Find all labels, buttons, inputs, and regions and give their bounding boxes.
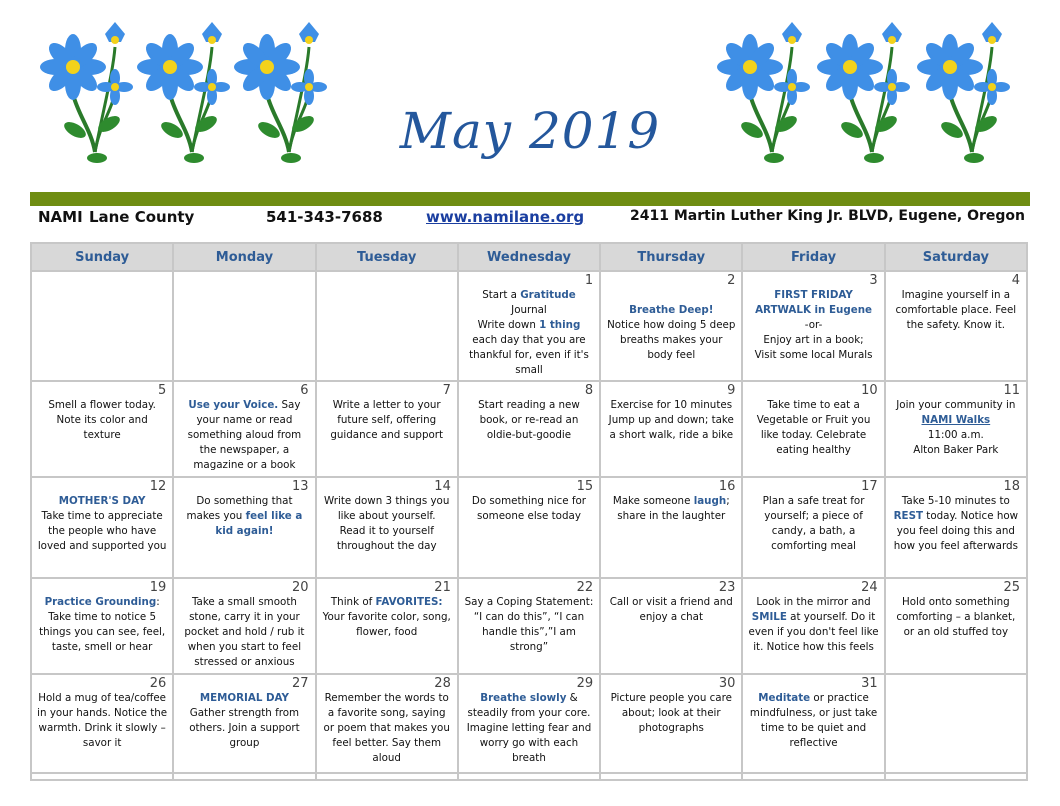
activity-line: Remember the words to a favorite song, saying or poem that makes you feel better. Say them aloud <box>323 692 450 764</box>
day-activity-text <box>886 675 1026 691</box>
banner-org-sub: Lane County <box>88 208 195 226</box>
activity-line: Call or visit a friend and enjoy a chat <box>609 596 733 623</box>
calendar-day-cell[interactable] <box>742 381 884 477</box>
calendar-day-cell[interactable] <box>316 477 458 578</box>
day-activity-text <box>459 272 599 378</box>
activity-line: Smell a flower today. Note its color and texture <box>48 399 156 441</box>
calendar-empty-cell <box>31 773 173 780</box>
day-number: 15 <box>576 479 594 494</box>
activity-line: Jump up and down; take a short walk, ride a bike <box>608 414 734 441</box>
calendar-empty-cell <box>316 773 458 780</box>
activity-line <box>37 494 167 509</box>
calendar-week-row <box>31 271 1027 381</box>
day-number: 9 <box>727 383 736 398</box>
day-number: 19 <box>149 580 167 595</box>
activity-line: Your favorite color, song, flower, food <box>322 611 451 638</box>
activity-line: Journal <box>511 304 547 316</box>
activity-line: Do something nice for someone else today <box>471 495 587 522</box>
day-number: 29 <box>576 676 594 691</box>
banner-address: 2411 Martin Luther King Jr. BLVD, Eugene, Oregon <box>630 208 1026 224</box>
banner-website-link[interactable]: www.namilane.org <box>426 208 585 226</box>
day-activity-text <box>174 272 314 288</box>
day-number: 4 <box>1011 273 1020 288</box>
calendar-day-cell[interactable] <box>885 477 1027 578</box>
activity-line: Take time to appreciate the people who have loved and supported you <box>37 510 167 552</box>
calendar-day-cell[interactable] <box>316 381 458 477</box>
calendar-day-cell[interactable] <box>173 578 315 674</box>
highlighted-keyword: MOTHER'S DAY <box>58 495 146 507</box>
activity-line: Plan a safe treat for yourself; a piece of candy, a bath, a comforting meal <box>762 495 865 552</box>
highlighted-keyword: FIRST FRIDAY ARTWALK in Eugene <box>755 289 873 316</box>
activity-line: Visit some local Murals <box>754 349 873 361</box>
day-activity-text <box>317 272 457 288</box>
calendar-day-cell[interactable] <box>742 477 884 578</box>
highlighted-keyword[interactable]: NAMI Walks <box>921 414 991 426</box>
calendar-empty-cell <box>458 773 600 780</box>
day-number: 8 <box>584 383 594 398</box>
day-activity-text <box>317 382 457 443</box>
banner-org: NAMI Lane County <box>38 208 195 226</box>
calendar-empty-cell <box>600 773 742 780</box>
weekday-tuesday: Tuesday <box>316 243 458 271</box>
day-number: 31 <box>861 676 878 691</box>
calendar-week-row <box>31 381 1027 477</box>
day-activity-text <box>601 272 741 363</box>
activity-line: 11:00 a.m. <box>927 429 984 441</box>
activity-line: Read it to yourself throughout the day <box>336 525 437 552</box>
activity-line: Practice Grounding: Take time to notice 5 things you can see, feel, taste, smell or hear <box>39 596 166 653</box>
calendar-day-cell[interactable] <box>458 578 600 674</box>
calendar-day-cell[interactable] <box>173 271 315 381</box>
activity-line: Notice how doing 5 deep breaths makes your body feel <box>607 319 736 361</box>
highlighted-keyword: Breathe Deep! <box>629 304 714 316</box>
day-number: 6 <box>300 383 309 398</box>
calendar-day-cell[interactable] <box>742 271 884 381</box>
day-activity-text <box>32 272 172 288</box>
day-activity-text <box>174 382 314 473</box>
activity-line: Hold a mug of tea/coffee in your hands. Notice the warmth. Drink it slowly – savor it <box>37 692 168 749</box>
calendar-day-cell[interactable] <box>600 381 742 477</box>
calendar-day-cell[interactable] <box>458 271 600 381</box>
activity-line: Enjoy art in a book; <box>763 334 864 346</box>
activity-line: Gather strength from others. Join a support group <box>189 707 300 749</box>
activity-line: Look in the mirror and SMILE at yourself. Do it even if you don't feel like it. Notice how this feels <box>748 596 879 653</box>
activity-line: Use your Voice. Say your name or read something aloud from the newspaper, a magazine or a book <box>187 399 302 471</box>
highlighted-keyword: Meditate <box>758 692 811 704</box>
calendar-week-row <box>31 674 1027 773</box>
activity-line: Exercise for 10 minutes <box>610 399 733 411</box>
highlighted-keyword: Breathe slowly <box>480 692 567 704</box>
highlighted-keyword: MEMORIAL DAY <box>199 692 289 704</box>
activity-line: Breathe slowly & steadily from your core. Imagine letting fear and worry go with each breath <box>466 692 592 764</box>
calendar-footer-row <box>31 773 1027 780</box>
highlighted-keyword: Practice Grounding <box>44 596 157 608</box>
day-number: 26 <box>149 676 167 691</box>
activity-line: Write down 3 things you like about yourself. <box>324 495 450 522</box>
calendar-day-cell[interactable] <box>458 674 600 773</box>
activity-line: Write down 1 thing each day that you are thankful for, even if it's small <box>469 319 589 376</box>
highlighted-keyword: 1 thing <box>539 319 581 331</box>
activity-line: -or- <box>804 319 823 331</box>
highlighted-keyword: SMILE <box>751 611 787 623</box>
highlighted-keyword: Use your Voice. <box>188 399 279 411</box>
day-number: 10 <box>861 383 878 398</box>
activity-line: Say a Coping Statement: “I can do this”, “I can handle this”,”I am strong” <box>464 596 594 653</box>
day-activity-text <box>601 382 741 443</box>
calendar-day-cell[interactable] <box>600 477 742 578</box>
activity-line: Start reading a new book, or re-read an oldie-but-goodie <box>478 399 580 441</box>
day-number: 3 <box>869 273 878 288</box>
activity-line: Make someone laugh; share in the laughter <box>612 495 730 522</box>
calendar-day-cell[interactable] <box>173 381 315 477</box>
calendar-empty-cell <box>173 773 315 780</box>
activity-line <box>179 691 309 706</box>
activity-line: Alton Baker Park <box>913 444 999 456</box>
activity-line: Picture people you care about; look at their photographs <box>610 692 732 734</box>
highlighted-keyword: feel like a kid again! <box>215 510 303 537</box>
activity-line: Hold onto something comforting – a blanket, or an old stuffed toy <box>896 596 1016 638</box>
day-number: 24 <box>861 580 878 595</box>
calendar-day-cell[interactable] <box>31 271 173 381</box>
activity-line: Take time to eat a Vegetable or Fruit you like today. Celebrate eating healthy <box>756 399 871 456</box>
highlighted-keyword: REST <box>893 510 924 522</box>
activity-line: Take 5-10 minutes to REST today. Notice how you feel doing this and how you feel afterwards <box>893 495 1019 552</box>
calendar-day-cell[interactable] <box>885 578 1027 674</box>
calendar-day-cell[interactable] <box>885 271 1027 381</box>
calendar-day-cell[interactable] <box>31 477 173 578</box>
day-number: 7 <box>442 383 451 398</box>
day-number: 18 <box>1003 479 1020 494</box>
activity-line <box>606 303 736 318</box>
calendar-day-cell[interactable] <box>600 271 742 381</box>
calendar-day-cell[interactable] <box>173 477 315 578</box>
day-number: 12 <box>149 479 167 494</box>
activity-line <box>748 288 878 318</box>
activity-line: Do something that makes you feel like a kid again! <box>186 495 303 537</box>
calendar-day-cell[interactable] <box>600 674 742 773</box>
day-activity-text <box>886 272 1026 333</box>
day-number: 20 <box>292 580 309 595</box>
calendar-day-cell[interactable] <box>742 578 884 674</box>
banner-phone: 541-343-7688 <box>266 208 383 226</box>
calendar-grid <box>30 242 1028 781</box>
highlighted-keyword: Gratitude <box>520 289 576 301</box>
day-number: 22 <box>576 580 594 595</box>
calendar-day-cell[interactable] <box>31 674 173 773</box>
calendar-day-cell[interactable] <box>316 271 458 381</box>
day-number: 17 <box>861 479 878 494</box>
day-number: 16 <box>718 479 736 494</box>
activity-line: Write a letter to your future self, offering guidance and support <box>330 399 444 441</box>
calendar-day-cell[interactable] <box>316 578 458 674</box>
weekday-saturday: Saturday <box>885 243 1027 271</box>
day-number: 23 <box>718 580 736 595</box>
day-number: 1 <box>584 273 594 288</box>
activity-line <box>606 288 736 303</box>
calendar-week-row <box>31 578 1027 674</box>
day-activity-text <box>459 382 599 443</box>
day-number: 11 <box>1003 383 1020 398</box>
banner <box>30 192 1030 239</box>
calendar-day-cell[interactable] <box>173 674 315 773</box>
activity-line: Take a small smooth stone, carry it in your pocket and hold / rub it when you start to feel stressed or anxious <box>184 596 305 668</box>
calendar-empty-cell <box>742 773 884 780</box>
activity-line: Join your community in <box>896 399 1016 411</box>
weekday-wednesday: Wednesday <box>458 243 600 271</box>
day-number: 21 <box>434 580 451 595</box>
weekday-friday: Friday <box>742 243 884 271</box>
activity-line: Think of FAVORITES: <box>330 596 443 608</box>
calendar-day-cell[interactable] <box>885 674 1027 773</box>
calendar-title: May 2019 <box>399 102 661 160</box>
day-number: 30 <box>718 676 736 691</box>
weekday-monday: Monday <box>173 243 315 271</box>
day-number: 13 <box>292 479 309 494</box>
calendar-day-cell[interactable] <box>316 674 458 773</box>
calendar-day-cell[interactable] <box>885 381 1027 477</box>
calendar-day-cell[interactable] <box>458 381 600 477</box>
activity-line: Meditate or practice mindfulness, or just take time to be quiet and reflective <box>749 692 878 749</box>
day-number: 28 <box>434 676 451 691</box>
day-number: 27 <box>292 676 309 691</box>
calendar-day-cell[interactable] <box>31 381 173 477</box>
day-number: 25 <box>1003 580 1020 595</box>
day-number: 2 <box>727 273 736 288</box>
day-number: 14 <box>434 479 451 494</box>
activity-line: Start a Gratitude <box>482 289 576 301</box>
calendar-empty-cell <box>885 773 1027 780</box>
highlighted-keyword: laugh <box>693 495 727 507</box>
calendar-day-cell[interactable] <box>742 674 884 773</box>
day-activity-text <box>743 272 883 363</box>
activity-line: Imagine yourself in a comfortable place. Feel the safety. Know it. <box>895 289 1017 331</box>
calendar-day-cell[interactable] <box>458 477 600 578</box>
calendar-week-row <box>31 477 1027 578</box>
calendar-day-cell[interactable] <box>600 578 742 674</box>
day-number: 5 <box>158 383 167 398</box>
highlighted-keyword: FAVORITES: <box>375 596 443 608</box>
weekday-sunday: Sunday <box>31 243 173 271</box>
calendar-day-cell[interactable] <box>31 578 173 674</box>
weekday-thursday: Thursday <box>600 243 742 271</box>
activity-line <box>891 413 1021 428</box>
day-activity-text <box>32 382 172 443</box>
weekday-header-row <box>31 243 1027 271</box>
